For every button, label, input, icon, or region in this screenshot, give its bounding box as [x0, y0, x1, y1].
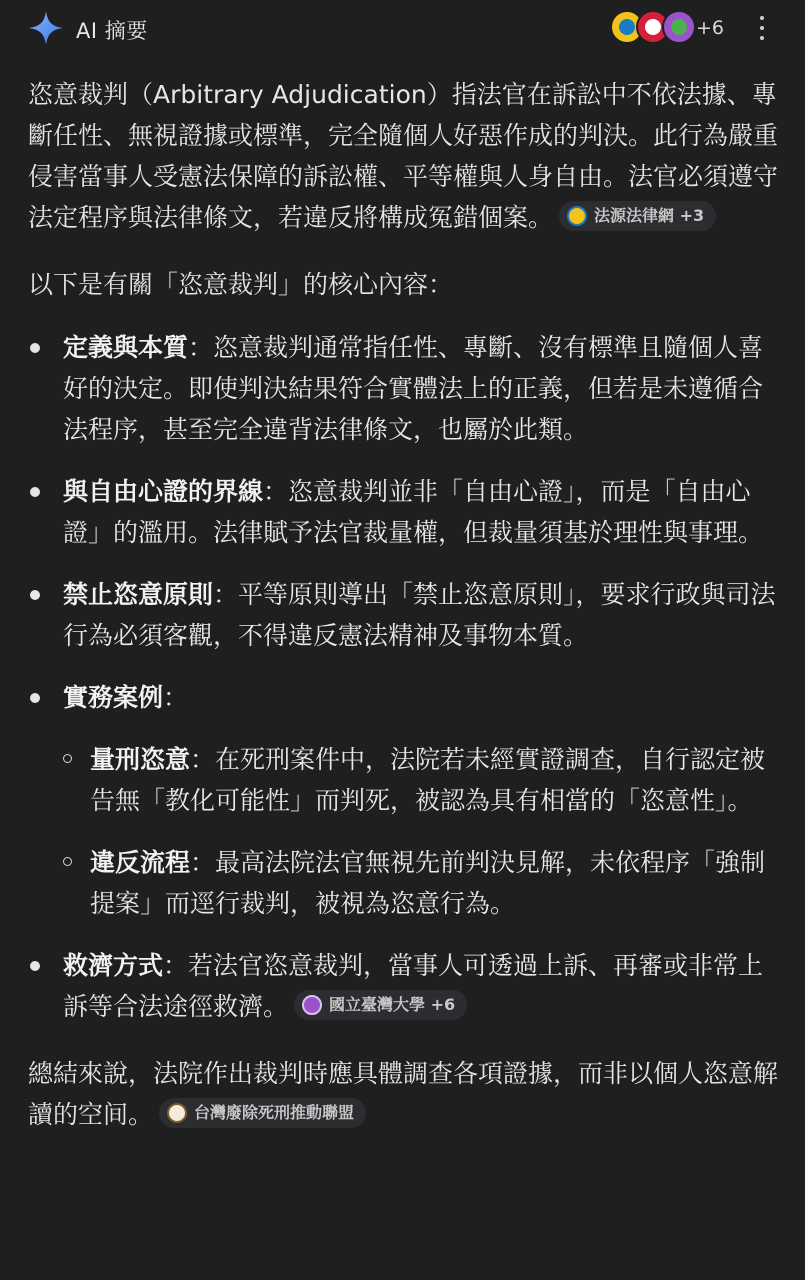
bullet-icon [30, 590, 40, 600]
source-chip[interactable]: 台灣廢除死刑推動聯盟 [159, 1098, 366, 1128]
source-count[interactable]: +6 [696, 17, 725, 39]
source-logo-icon [567, 206, 587, 226]
list-item: 禁止恣意原則：平等原則導出「禁止恣意原則」，要求行政與司法行為必須客觀，不得違反憲法精神及事物本質。 [28, 574, 780, 656]
case-examples-list [63, 739, 780, 924]
sparkle-icon [28, 10, 64, 46]
list-item: 救濟方式：若法官恣意裁判，當事人可透過上訴、再審或非常上訴等合法途徑救濟。 國立臺灣大學 +6 [28, 945, 780, 1027]
list-item: 定義與本質：恣意裁判通常指任性、專斷、沒有標準且隨個人喜好的決定。即使判決結果符合實體法上的正義，但若是未遵循合法程序，甚至完全違背法律條文，也屬於此類。 [28, 327, 780, 450]
source-avatars[interactable] [610, 10, 700, 46]
intro-paragraph: 恣意裁判（Arbitrary Adjudication）指法官在訴訟中不依法據、專斷任性、無視證據或標準，完全隨個人好惡作成的判決。此行為嚴重侵害當事人受憲法保障的訴訟權、平等權與人身自由。法官必須遵守法定程序與法律條文，若違反將構成冤錯個案。 法源法律網 +3 [28, 80, 779, 232]
source-logo-icon [302, 995, 322, 1015]
list-item: 量刑恣意：在死刑案件中，法院若未經實證調查，自行認定被告無「教化可能性」而判死，被認為具有相當的「恣意性」。 [63, 739, 780, 821]
bullet-icon [30, 961, 40, 971]
summary-header [0, 0, 805, 58]
bullet-icon [30, 693, 40, 703]
list-item: 實務案例： 量刑恣意：在死刑案件中，法院若未經實證調查，自行認定被告無「教化可能性」而判死，被認為具有相當的「恣意性」。 違反流程：最高法院法官無視先前判決見解，未依程序「強制提案」而逕行裁判，被視為恣意行為。 [28, 677, 780, 924]
source-chip[interactable]: 法源法律網 +3 [559, 201, 716, 231]
summary-paragraph: 總結來說，法院作出裁判時應具體調查各項證據，而非以個人恣意解讀的空间。 台灣廢除死刑推動聯盟 [28, 1059, 779, 1129]
bullet-icon [30, 343, 40, 353]
source-logo-icon [167, 1103, 187, 1123]
page-title: AI 摘要 [76, 19, 148, 43]
source-chip[interactable]: 國立臺灣大學 +6 [294, 990, 467, 1020]
summary-content [28, 74, 780, 1135]
lead-paragraph: 以下是有關「恣意裁判」的核心內容： [28, 270, 454, 299]
key-points-list [28, 327, 780, 1027]
list-item: 違反流程：最高法院法官無視先前判決見解，未依程序「強制提案」而逕行裁判，被視為恣意行為。 [63, 842, 780, 924]
hollow-bullet-icon [63, 857, 72, 866]
hollow-bullet-icon [63, 754, 72, 763]
list-item: 與自由心證的界線：恣意裁判並非「自由心證」，而是「自由心證」的濫用。法律賦予法官裁量權，但裁量須基於理性與事理。 [28, 471, 780, 553]
bullet-icon [30, 487, 40, 497]
source-avatar [662, 10, 696, 44]
more-vert-icon[interactable] [753, 14, 771, 42]
